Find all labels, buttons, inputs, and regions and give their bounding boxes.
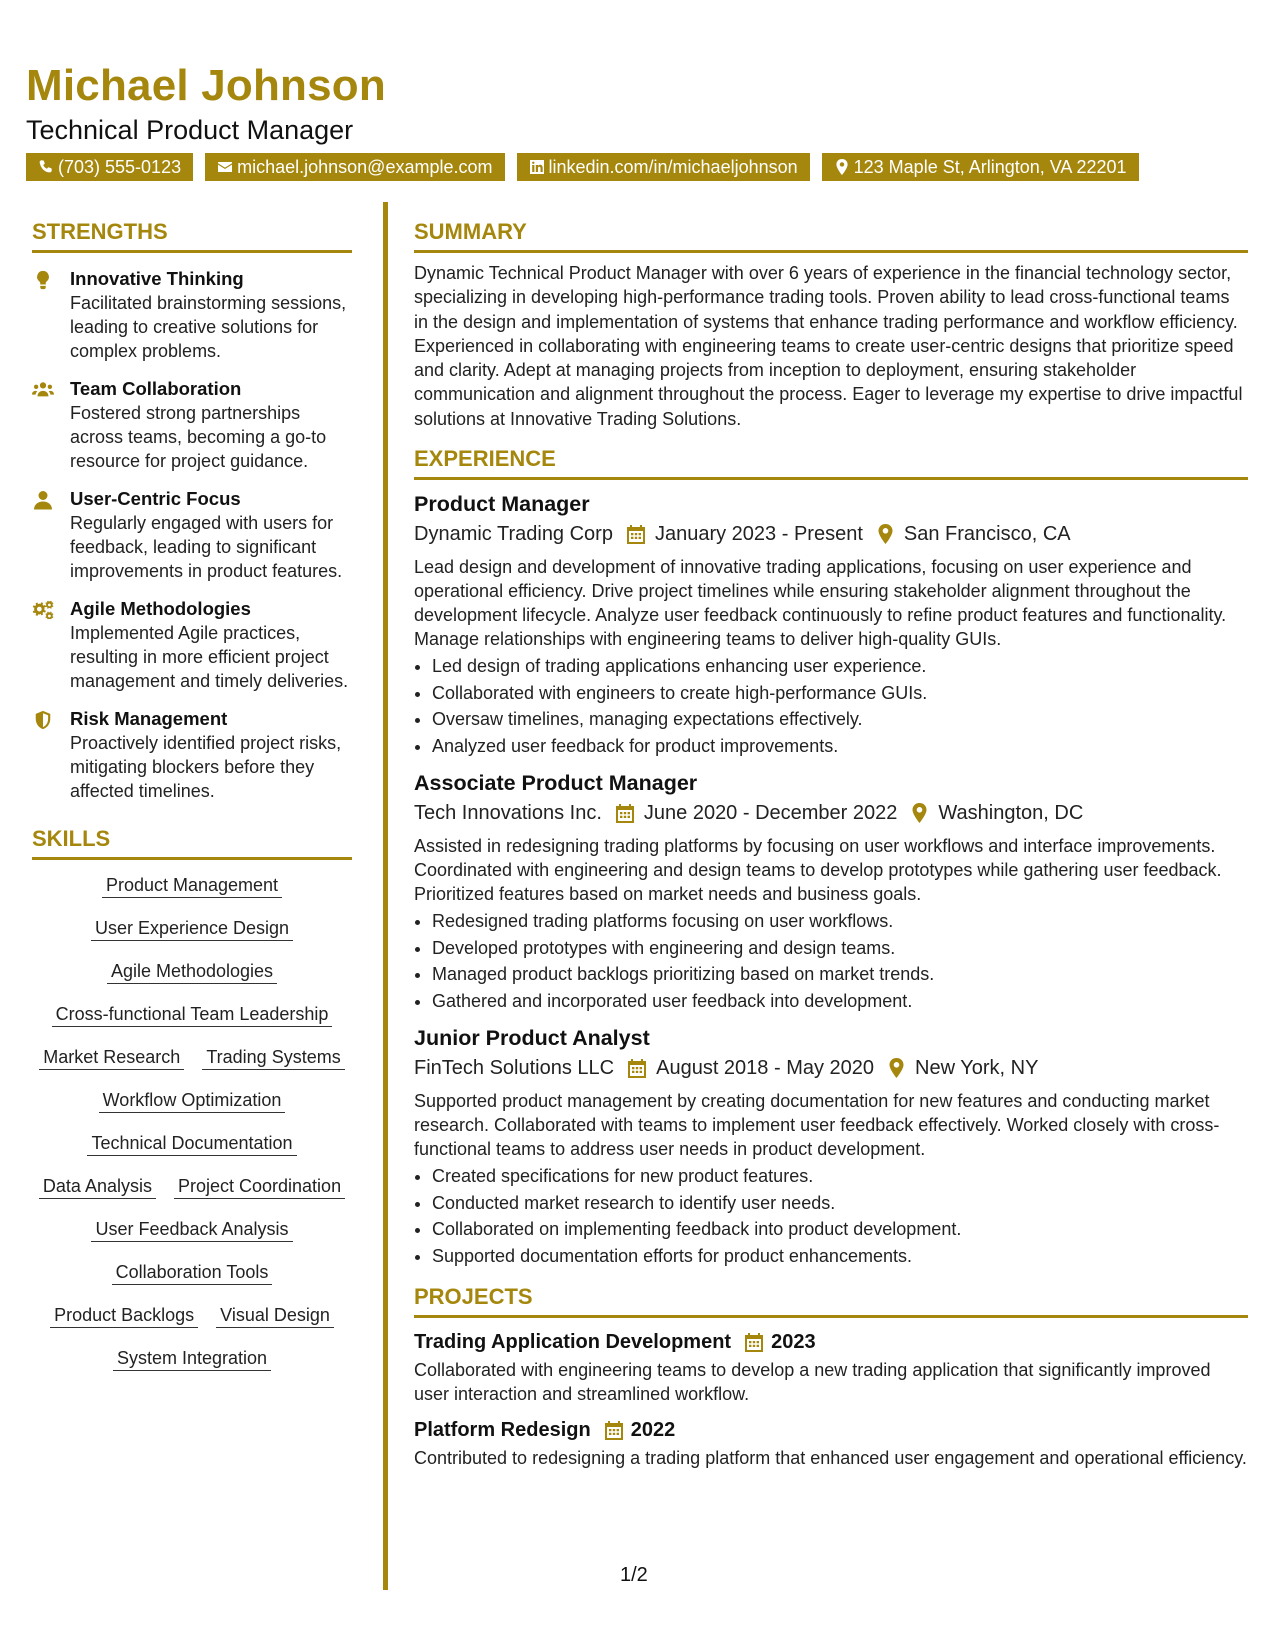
job-dates: January 2023 - Present [654,523,863,546]
skill-tag: Market Research [39,1046,184,1070]
bullet-item: • Redesigned trading platforms focusing on user workflows. [432,908,1248,935]
strength-title: User-Centric Focus [70,488,241,509]
job-title: Associate Product Manager [414,771,698,796]
experience-heading: EXPERIENCE [414,445,1248,480]
candidate-title: Technical Product Manager [26,115,354,145]
calendar-icon [605,1421,623,1440]
job-bullets [414,1163,1248,1269]
projects-heading: PROJECTS [414,1283,1248,1318]
strengths-heading: STRENGTHS [32,218,352,253]
skill-tag: Collaboration Tools [112,1261,273,1285]
skill-tag: Technical Documentation [87,1132,296,1156]
strength-item [32,267,352,363]
linkedin-icon [529,159,545,175]
skills-heading: SKILLS [32,825,352,860]
strength-item [32,487,352,583]
calendar-icon [627,525,645,544]
strength-item [32,377,352,473]
bullet-item: • Collaborated with engineers to create high-performance GUIs. [432,680,1248,707]
project-title: Platform Redesign [414,1419,591,1442]
job-location: New York, NY [915,1057,1039,1080]
bullet-item: • Developed prototypes with engineering and design teams. [432,935,1248,962]
gears-icon [32,600,54,620]
map-pin-icon [911,803,928,823]
skill-tag: Product Backlogs [50,1304,198,1328]
bullet-item: • Gathered and incorporated user feedback into development. [432,988,1248,1015]
calendar-icon [745,1333,763,1352]
right-column [414,218,1248,1470]
bullet-item: • Created specifications for new product features. [432,1163,1248,1190]
contact-bar [26,153,1139,181]
contact-linkedin[interactable] [517,153,810,181]
job-title: Junior Product Analyst [414,1026,650,1051]
bullet-item: • Managed product backlogs prioritizing based on market trends. [432,961,1248,988]
strength-item [32,707,352,803]
map-pin-icon [877,524,894,544]
skill-tag: Agile Methodologies [107,960,277,984]
job-entry [414,490,1248,759]
skill-tag: Visual Design [216,1304,334,1328]
envelope-icon [217,159,233,175]
address-text: 123 Maple St, Arlington, VA 22201 [853,157,1127,177]
job-location: San Francisco, CA [903,523,1071,546]
job-description: Lead design and development of innovative trading applications, focusing on user experience and operational efficiency. Drive project timelines while ensuring stakeholder alignment throughout the development lifecycle. Analyze user feedback continuously to refine product features and functionality. Manage relationships with engineering teams to deliver high-quality GUIs. [414,557,1227,650]
map-pin-icon [834,159,850,175]
strength-desc: Implemented Agile practices, resulting in more efficient project management and timely deliveries. [70,623,349,691]
user-icon [32,490,54,510]
strength-title: Risk Management [70,708,228,729]
strength-title: Team Collaboration [70,378,242,399]
bullet-item: • Supported documentation efforts for product enhancements. [432,1243,1248,1270]
linkedin-text: linkedin.com/in/michaeljohnson [548,157,798,177]
project-entry [414,1416,1248,1470]
bullet-item: • Conducted market research to identify user needs. [432,1190,1248,1217]
skill-tag: Data Analysis [39,1175,156,1199]
bullet-item: • Analyzed user feedback for product improvements. [432,733,1248,760]
resume-header [26,60,1245,146]
project-description: Collaborated with engineering teams to develop a new trading application that significantly improved user interaction and streamlined workflow. [414,1360,1211,1405]
job-dates: August 2018 - May 2020 [656,1057,875,1080]
job-description: Supported product management by creating documentation for new features and conducting market research. Collaborated with teams to implement user feedback effectively. Worked closely with cross-functional teams to address user needs in product development. [414,1091,1220,1160]
strength-title: Agile Methodologies [70,598,251,619]
company-name: Tech Innovations Inc. [414,802,602,825]
project-entry [414,1328,1248,1406]
project-year: 2023 [771,1331,816,1354]
job-bullets [414,908,1248,1014]
candidate-name: Michael Johnson [26,61,386,110]
skill-tag: Trading Systems [202,1046,344,1070]
strength-desc: Fostered strong partnerships across teams, becoming a go-to resource for project guidance. [70,403,327,471]
skill-tag: User Feedback Analysis [91,1218,292,1242]
map-pin-icon [888,1058,905,1078]
skill-tag: System Integration [113,1347,271,1371]
calendar-icon [628,1059,646,1078]
job-bullets [414,653,1248,759]
company-name: FinTech Solutions LLC [414,1057,615,1080]
summary-heading: SUMMARY [414,218,1248,253]
phone-icon [38,159,54,175]
shield-icon [32,710,54,730]
job-dates: June 2020 - December 2022 [643,802,898,825]
strength-title: Innovative Thinking [70,268,244,289]
page-number: 1/2 [620,1564,648,1586]
skill-tag: Project Coordination [174,1175,345,1199]
job-entry [414,1024,1248,1269]
strength-item [32,597,352,693]
contact-phone[interactable] [26,153,193,181]
job-entry [414,769,1248,1014]
skill-tag: User Experience Design [91,917,293,941]
contact-email[interactable] [205,153,504,181]
users-icon [32,380,54,400]
skill-tag: Product Management [102,874,282,898]
project-year: 2022 [630,1419,676,1442]
project-title: Trading Application Development [414,1331,732,1354]
email-text: michael.johnson@example.com [237,157,493,177]
job-description: Assisted in redesigning trading platforms by focusing on user workflows and interface improvements. Coordinated with engineering and design teams to develop prototypes while gathering user feedback. Prioritized features based on market needs and business goals. [414,836,1222,905]
skill-tag: Workflow Optimization [99,1089,286,1113]
strength-desc: Regularly engaged with users for feedback, leading to significant improvements in product features. [70,513,343,581]
skills-list [32,874,352,1371]
strength-desc: Facilitated brainstorming sessions, leading to creative solutions for complex problems. [70,293,347,361]
left-column [32,218,352,1371]
skill-tag: Cross-functional Team Leadership [52,1003,333,1027]
contact-address[interactable] [822,153,1139,181]
strength-desc: Proactively identified project risks, mitigating blockers before they affected timelines. [70,733,342,801]
lightbulb-icon [32,270,54,290]
bullet-item: • Led design of trading applications enhancing user experience. [432,653,1248,680]
summary-text: Dynamic Technical Product Manager with over 6 years of experience in the financial technology sector, specializing in developing high-performance trading tools. Proven ability to lead cross-functional teams in the design and implementation of systems that enhance trading performance and workflow efficiency. Experienced in collaborating with engineering teams to create user-centric designs that prioritize speed and clarity. Adept at managing projects from inception to deployment, ensuring stakeholder communication and alignment throughout the process. Eager to leverage my expertise to drive impactful solutions at Innovative Trading Solutions. [414,263,1243,429]
column-divider [383,202,388,1590]
project-description: Contributed to redesigning a trading platform that enhanced user engagement and operational efficiency. [414,1448,1247,1469]
calendar-icon [616,804,634,823]
bullet-item: • Oversaw timelines, managing expectations effectively. [432,706,1248,733]
job-location: Washington, DC [938,802,1084,825]
phone-text: (703) 555-0123 [58,157,182,177]
bullet-item: • Collaborated on implementing feedback into product development. [432,1216,1248,1243]
job-title: Product Manager [414,492,590,517]
company-name: Dynamic Trading Corp [414,523,613,546]
